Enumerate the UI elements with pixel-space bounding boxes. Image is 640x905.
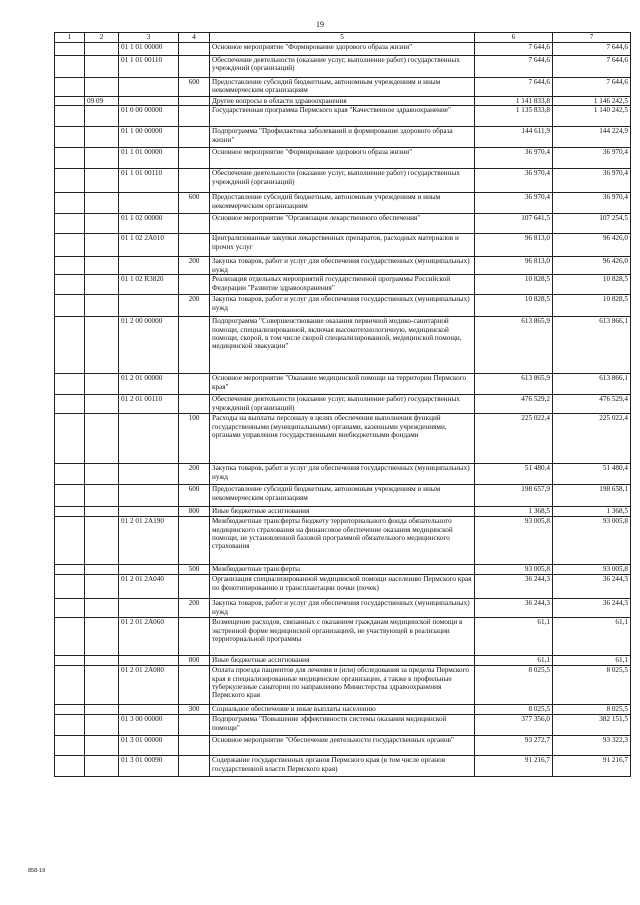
cell-amount-year1: 51 480,4	[475, 464, 553, 485]
cell-expense-type: 100	[179, 414, 210, 464]
cell-amount-year1: 10 828,5	[475, 275, 553, 295]
cell-target-code	[119, 485, 179, 507]
table-row	[55, 618, 631, 656]
cell-col1	[55, 507, 85, 517]
cell-section-code	[85, 395, 119, 414]
cell-col1	[55, 56, 85, 78]
cell-description: Обеспечение деятельности (оказание услуг, выполнение работ) государственных учреждений (организаций)	[210, 395, 475, 414]
cell-section-code	[85, 618, 119, 656]
cell-description: Реализация отдельных мероприятий государственной программы Российской Федерации "Развитие здравоохранения"	[210, 275, 475, 295]
cell-section-code	[85, 78, 119, 97]
cell-amount-year2: 107 254,5	[553, 214, 631, 234]
cell-amount-year1: 225 022,4	[475, 414, 553, 464]
cell-section-code	[85, 275, 119, 295]
cell-target-code: 01 3 00 00000	[119, 715, 179, 736]
cell-target-code	[119, 78, 179, 97]
cell-amount-year1: 198 657,9	[475, 485, 553, 507]
cell-description: Закупка товаров, работ и услуг для обеспечения государственных (муниципальных) нужд	[210, 599, 475, 618]
cell-description: Закупка товаров, работ и услуг для обеспечения государственных (муниципальных) нужд	[210, 464, 475, 485]
table-row	[55, 148, 631, 169]
cell-expense-type	[179, 666, 210, 705]
cell-amount-year2: 10 828,5	[553, 275, 631, 295]
table-row	[55, 517, 631, 565]
table-row	[55, 214, 631, 234]
cell-target-code	[119, 507, 179, 517]
table-row	[55, 317, 631, 374]
cell-amount-year2: 1 146 242,5	[553, 97, 631, 106]
cell-target-code: 01 0 00 00000	[119, 106, 179, 127]
cell-target-code	[119, 565, 179, 575]
table-row	[55, 234, 631, 257]
header-cell: 7	[553, 33, 631, 43]
table-row	[55, 565, 631, 575]
cell-col1	[55, 618, 85, 656]
cell-col1	[55, 317, 85, 374]
cell-section-code	[85, 295, 119, 317]
cell-col1	[55, 43, 85, 56]
cell-section-code	[85, 575, 119, 599]
cell-expense-type	[179, 148, 210, 169]
cell-description: Централизованные закупки лекарственных препаратов, расходных материалов и прочих услуг	[210, 234, 475, 257]
cell-expense-type	[179, 517, 210, 565]
cell-section-code	[85, 715, 119, 736]
cell-amount-year1: 107 641,5	[475, 214, 553, 234]
table-row	[55, 43, 631, 56]
cell-target-code: 01 3 01 00000	[119, 736, 179, 756]
cell-section-code: 09 09	[85, 97, 119, 106]
cell-col1	[55, 656, 85, 666]
cell-amount-year1: 10 828,5	[475, 295, 553, 317]
cell-amount-year1: 91 216,7	[475, 756, 553, 777]
cell-target-code: 01 1 02 R3820	[119, 275, 179, 295]
cell-target-code: 01 2 01 2А060	[119, 618, 179, 656]
cell-expense-type	[179, 395, 210, 414]
cell-target-code: 01 2 01 2А080	[119, 666, 179, 705]
cell-section-code	[85, 705, 119, 715]
cell-amount-year2: 61,1	[553, 656, 631, 666]
cell-amount-year2: 51 480,4	[553, 464, 631, 485]
table-row	[55, 464, 631, 485]
cell-description: Государственная программа Пермского края "Качественное здравоохранение"	[210, 106, 475, 127]
cell-section-code	[85, 374, 119, 395]
cell-description: Подпрограмма "Профилактика заболеваний и формирование здорового образа жизни"	[210, 127, 475, 148]
cell-description: Предоставление субсидий бюджетным, автономным учреждениям и иным некоммерческим организациям	[210, 193, 475, 214]
cell-col1	[55, 127, 85, 148]
cell-col1	[55, 295, 85, 317]
table-row	[55, 507, 631, 517]
cell-amount-year2: 8 025,5	[553, 666, 631, 705]
table-row	[55, 575, 631, 599]
cell-col1	[55, 106, 85, 127]
cell-description: Обеспечение деятельности (оказание услуг, выполнение работ) государственных учреждений (организаций)	[210, 169, 475, 193]
cell-amount-year1: 7 644,6	[475, 78, 553, 97]
cell-section-code	[85, 656, 119, 666]
cell-expense-type	[179, 169, 210, 193]
cell-amount-year2: 198 658,1	[553, 485, 631, 507]
cell-description: Подпрограмма "Повышение эффективности системы оказания медицинской помощи"	[210, 715, 475, 736]
cell-col1	[55, 715, 85, 736]
cell-target-code: 01 1 01 00000	[119, 43, 179, 56]
cell-section-code	[85, 517, 119, 565]
cell-expense-type	[179, 234, 210, 257]
budget-table	[54, 32, 631, 777]
cell-expense-type: 500	[179, 565, 210, 575]
cell-expense-type: 200	[179, 599, 210, 618]
cell-amount-year2: 613 866,1	[553, 374, 631, 395]
cell-description: Межбюджетные трансферты бюджету территориального фонда обязательного медицинского страхования на финансовое обеспечение оказания медицинской помощи, не установленной базовой программой обязательного медицинского страхования	[210, 517, 475, 565]
cell-amount-year1: 1 368,5	[475, 507, 553, 517]
cell-amount-year2: 36 244,3	[553, 575, 631, 599]
cell-expense-type	[179, 317, 210, 374]
cell-target-code	[119, 257, 179, 275]
cell-section-code	[85, 127, 119, 148]
cell-amount-year1: 93 272,7	[475, 736, 553, 756]
cell-target-code	[119, 414, 179, 464]
cell-target-code	[119, 705, 179, 715]
cell-description: Закупка товаров, работ и услуг для обеспечения государственных (муниципальных) нужд	[210, 295, 475, 317]
cell-target-code: 01 1 00 00000	[119, 127, 179, 148]
footer-code: 858-19	[28, 868, 46, 874]
cell-target-code	[119, 656, 179, 666]
cell-expense-type	[179, 106, 210, 127]
cell-target-code: 01 2 01 2А040	[119, 575, 179, 599]
cell-section-code	[85, 414, 119, 464]
cell-amount-year1: 613 865,9	[475, 374, 553, 395]
page-number: 19	[316, 20, 324, 29]
cell-col1	[55, 464, 85, 485]
cell-description: Подпрограмма "Совершенствование оказания первичной медико-санитарной помощи, специализированной, включая высокотехнологичную, медицинской помощи, скорой, в том числе скорой специализированной, медицинской помощи, медицинской эвакуации"	[210, 317, 475, 374]
cell-description: Основное мероприятие "Организация лекарственного обеспечения"	[210, 214, 475, 234]
cell-amount-year2: 93 005,8	[553, 565, 631, 575]
table-row	[55, 257, 631, 275]
cell-col1	[55, 599, 85, 618]
cell-target-code: 01 2 01 2А190	[119, 517, 179, 565]
cell-expense-type	[179, 618, 210, 656]
cell-amount-year2: 36 244,3	[553, 599, 631, 618]
cell-amount-year2: 91 216,7	[553, 756, 631, 777]
cell-target-code: 01 1 02 2А010	[119, 234, 179, 257]
cell-description: Закупка товаров, работ и услуг для обеспечения государственных (муниципальных) нужд	[210, 257, 475, 275]
cell-col1	[55, 214, 85, 234]
cell-section-code	[85, 106, 119, 127]
cell-amount-year1: 1 141 833,8	[475, 97, 553, 106]
cell-section-code	[85, 43, 119, 56]
table-row	[55, 127, 631, 148]
cell-amount-year1: 7 644,6	[475, 56, 553, 78]
cell-description: Предоставление субсидий бюджетным, автономным учреждениям и иным некоммерческим организациям	[210, 78, 475, 97]
cell-expense-type: 600	[179, 78, 210, 97]
cell-description: Основное мероприятие "Оказание медицинской помощи на территории Пермского края"	[210, 374, 475, 395]
cell-target-code: 01 2 00 00000	[119, 317, 179, 374]
cell-amount-year1: 36 970,4	[475, 169, 553, 193]
cell-section-code	[85, 736, 119, 756]
table-row	[55, 656, 631, 666]
cell-description: Иные бюджетные ассигнования	[210, 507, 475, 517]
cell-amount-year2: 382 151,5	[553, 715, 631, 736]
cell-expense-type: 600	[179, 193, 210, 214]
cell-col1	[55, 705, 85, 715]
cell-description: Другие вопросы в области здравоохранения	[210, 97, 475, 106]
table-row	[55, 705, 631, 715]
cell-expense-type: 300	[179, 705, 210, 715]
header-cell: 3	[119, 33, 179, 43]
cell-expense-type	[179, 97, 210, 106]
table-row	[55, 374, 631, 395]
cell-amount-year2: 96 426,0	[553, 257, 631, 275]
cell-amount-year2: 96 426,0	[553, 234, 631, 257]
cell-amount-year1: 36 244,3	[475, 575, 553, 599]
cell-section-code	[85, 56, 119, 78]
cell-description: Основное мероприятие "Обеспечение деятельности государственных органов"	[210, 736, 475, 756]
header-cell: 5	[210, 33, 475, 43]
cell-amount-year1: 377 356,0	[475, 715, 553, 736]
cell-col1	[55, 148, 85, 169]
cell-target-code	[119, 599, 179, 618]
cell-target-code: 01 2 01 00000	[119, 374, 179, 395]
cell-description: Социальное обеспечение и иные выплаты населению	[210, 705, 475, 715]
cell-amount-year1: 61,1	[475, 656, 553, 666]
cell-target-code: 01 1 01 00110	[119, 56, 179, 78]
cell-target-code	[119, 295, 179, 317]
table-row	[55, 56, 631, 78]
cell-expense-type	[179, 214, 210, 234]
cell-description: Предоставление субсидий бюджетным, автономным учреждениям и иным некоммерческим организациям	[210, 485, 475, 507]
cell-col1	[55, 756, 85, 777]
table-row	[55, 414, 631, 464]
cell-expense-type	[179, 43, 210, 56]
cell-section-code	[85, 193, 119, 214]
cell-col1	[55, 517, 85, 565]
cell-amount-year2: 61,1	[553, 618, 631, 656]
cell-description: Оплата проезда пациентов для лечения и (или) обследования за пределы Пермского края в специализированные медицинские организации, а также в профильные туберкулезные санатории по направлению Министерства здравоохранения Пермского края	[210, 666, 475, 705]
cell-amount-year1: 61,1	[475, 618, 553, 656]
cell-section-code	[85, 317, 119, 374]
cell-section-code	[85, 464, 119, 485]
header-cell: 4	[179, 33, 210, 43]
cell-amount-year2: 93 322,3	[553, 736, 631, 756]
cell-col1	[55, 275, 85, 295]
cell-description: Межбюджетные трансферты	[210, 565, 475, 575]
cell-amount-year1: 144 611,9	[475, 127, 553, 148]
cell-amount-year2: 7 644,6	[553, 56, 631, 78]
cell-amount-year2: 225 022,4	[553, 414, 631, 464]
table-row	[55, 715, 631, 736]
cell-target-code: 01 1 01 00000	[119, 148, 179, 169]
cell-expense-type: 800	[179, 656, 210, 666]
cell-target-code: 01 1 01 00110	[119, 169, 179, 193]
table-row	[55, 485, 631, 507]
cell-expense-type	[179, 374, 210, 395]
cell-col1	[55, 414, 85, 464]
cell-expense-type	[179, 575, 210, 599]
cell-target-code: 01 2 01 00110	[119, 395, 179, 414]
cell-col1	[55, 374, 85, 395]
cell-expense-type: 600	[179, 485, 210, 507]
cell-amount-year1: 36 970,4	[475, 148, 553, 169]
cell-amount-year1: 1 135 833,8	[475, 106, 553, 127]
cell-amount-year2: 8 025,5	[553, 705, 631, 715]
cell-amount-year1: 8 025,5	[475, 666, 553, 705]
cell-col1	[55, 78, 85, 97]
cell-section-code	[85, 565, 119, 575]
cell-section-code	[85, 756, 119, 777]
cell-expense-type	[179, 56, 210, 78]
cell-col1	[55, 395, 85, 414]
cell-col1	[55, 666, 85, 705]
cell-amount-year1: 36 970,4	[475, 193, 553, 214]
cell-expense-type	[179, 736, 210, 756]
cell-amount-year2: 476 529,4	[553, 395, 631, 414]
cell-col1	[55, 234, 85, 257]
cell-amount-year2: 1 368,5	[553, 507, 631, 517]
cell-target-code: 01 3 01 00090	[119, 756, 179, 777]
table-row	[55, 275, 631, 295]
cell-amount-year1: 96 813,0	[475, 234, 553, 257]
cell-expense-type	[179, 715, 210, 736]
cell-amount-year2: 10 828,5	[553, 295, 631, 317]
cell-expense-type: 200	[179, 464, 210, 485]
cell-section-code	[85, 599, 119, 618]
cell-col1	[55, 736, 85, 756]
cell-expense-type	[179, 127, 210, 148]
cell-section-code	[85, 214, 119, 234]
cell-amount-year2: 36 970,4	[553, 169, 631, 193]
cell-col1	[55, 575, 85, 599]
table-row	[55, 736, 631, 756]
header-cell: 6	[475, 33, 553, 43]
cell-amount-year2: 7 644,6	[553, 43, 631, 56]
cell-col1	[55, 257, 85, 275]
table-row	[55, 106, 631, 127]
cell-description: Обеспечение деятельности (оказание услуг, выполнение работ) государственных учреждений (организаций)	[210, 56, 475, 78]
cell-amount-year1: 36 244,3	[475, 599, 553, 618]
cell-col1	[55, 169, 85, 193]
cell-amount-year2: 7 644,6	[553, 78, 631, 97]
cell-target-code	[119, 464, 179, 485]
cell-amount-year2: 93 005,8	[553, 517, 631, 565]
cell-section-code	[85, 666, 119, 705]
cell-section-code	[85, 507, 119, 517]
cell-amount-year1: 93 005,8	[475, 565, 553, 575]
table-row	[55, 97, 631, 106]
cell-amount-year1: 96 813,0	[475, 257, 553, 275]
cell-amount-year2: 144 224,9	[553, 127, 631, 148]
cell-section-code	[85, 148, 119, 169]
cell-expense-type	[179, 756, 210, 777]
cell-amount-year1: 476 529,2	[475, 395, 553, 414]
cell-target-code: 01 1 02 00000	[119, 214, 179, 234]
cell-description: Иные бюджетные ассигнования	[210, 656, 475, 666]
cell-target-code	[119, 193, 179, 214]
cell-description: Основное мероприятие "Формирование здорового образа жизни"	[210, 43, 475, 56]
table-row	[55, 78, 631, 97]
cell-amount-year1: 7 644,6	[475, 43, 553, 56]
cell-description: Организация специализированной медицинской помощи населению Пермского края по фенотипированию и трансплантации почки (почек)	[210, 575, 475, 599]
cell-amount-year2: 36 970,4	[553, 193, 631, 214]
table-row	[55, 193, 631, 214]
cell-section-code	[85, 234, 119, 257]
table-row	[55, 599, 631, 618]
cell-expense-type: 200	[179, 295, 210, 317]
cell-col1	[55, 193, 85, 214]
cell-expense-type: 800	[179, 507, 210, 517]
cell-description: Расходы на выплаты персоналу в целях обеспечения выполнения функций государственными (муниципальными) органами, казенными учреждениями, органами управления государственными внебюджетными фондами	[210, 414, 475, 464]
cell-amount-year2: 613 866,1	[553, 317, 631, 374]
cell-col1	[55, 97, 85, 106]
cell-section-code	[85, 485, 119, 507]
cell-col1	[55, 485, 85, 507]
cell-section-code	[85, 257, 119, 275]
cell-section-code	[85, 169, 119, 193]
cell-expense-type	[179, 275, 210, 295]
cell-amount-year1: 613 865,9	[475, 317, 553, 374]
header-cell: 1	[55, 33, 85, 43]
cell-expense-type: 200	[179, 257, 210, 275]
cell-amount-year1: 93 005,8	[475, 517, 553, 565]
cell-description: Основное мероприятие "Формирование здорового образа жизни"	[210, 148, 475, 169]
table-row	[55, 295, 631, 317]
table-row	[55, 169, 631, 193]
table-row	[55, 395, 631, 414]
cell-amount-year1: 8 025,5	[475, 705, 553, 715]
column-number-row	[55, 33, 631, 43]
cell-col1	[55, 565, 85, 575]
header-cell: 2	[85, 33, 119, 43]
cell-target-code	[119, 97, 179, 106]
cell-amount-year2: 1 140 242,5	[553, 106, 631, 127]
cell-description: Возмещение расходов, связанных с оказанием гражданам медицинской помощи в экстренной форме медицинской организацией, не участвующей в реализации территориальной программы	[210, 618, 475, 656]
cell-description: Содержание государственных органов Пермского края (в том числе органов государственной власти Пермского края)	[210, 756, 475, 777]
cell-amount-year2: 36 970,4	[553, 148, 631, 169]
table-row	[55, 756, 631, 777]
table-row	[55, 666, 631, 705]
